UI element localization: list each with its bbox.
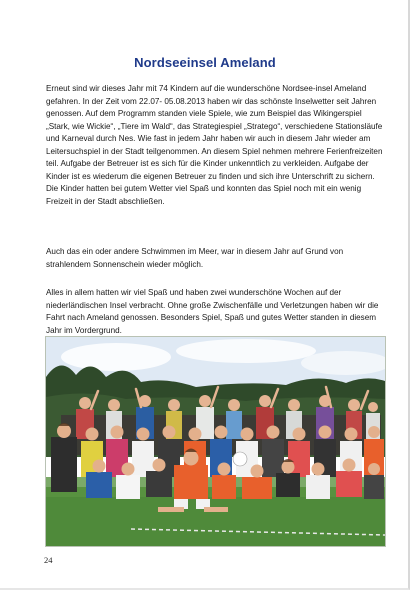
page-number: 24 — [44, 555, 53, 565]
body-paragraph-2: Auch das ein oder andere Schwimmen im Meer, war in diesem Jahr auf Grund von strahlendem Sonnenschein wieder möglich. — [46, 247, 344, 269]
body-paragraph-1: Erneut sind wir dieses Jahr mit 74 Kindern auf die wunderschöne Nordsee-insel Ameland gefahren. In der Zeit vom 22.07- 05.08.2013 haben wir das schönste Inselwetter seit Jahren genossen. Auf dem Programm standen viele Spiele, wie zum Beispiel das Wikingerspiel „Stark, wie Wickie“, „Tiere im Wald“, das Strategiespiel „Stratego“, verschiedene Stationsläufe und Karneval durch Nes. Wie fast in jedem Jahr haben wir auch in diesem Jahr wieder am Leitersuchspiel in der Stadt teilgenommen. An diesem Spiel nehmen mehrere Ferienfreizeiten teil. Aufgabe der Betreuer ist es sich für die Kinder unkenntlich zu verkleiden. Aufgabe der Kinder ist es wiederum die eigenen Betreuer zu finden und sich ihre Unterschrift zu sichern. Die Kinder hatten bei gutem Wetter viel Spaß und konnten das Spiel noch mit ein wenig Freizeit in der Stadt abschließen. — [46, 84, 383, 206]
page-title: Nordseeinsel Ameland — [134, 54, 276, 70]
group-photo — [45, 336, 386, 547]
body-paragraph-3: Alles in allem hatten wir viel Spaß und haben zwei wunderschöne Wochen auf der niederländischen Insel verbracht. Ohne große Zwischenfälle und Verletzungen haben wir die Fahrt nach Ameland genossen. Besonders Spiel, Spaß und gutes Wetter standen in diesem Jahr im Vordergrund. — [46, 288, 379, 335]
